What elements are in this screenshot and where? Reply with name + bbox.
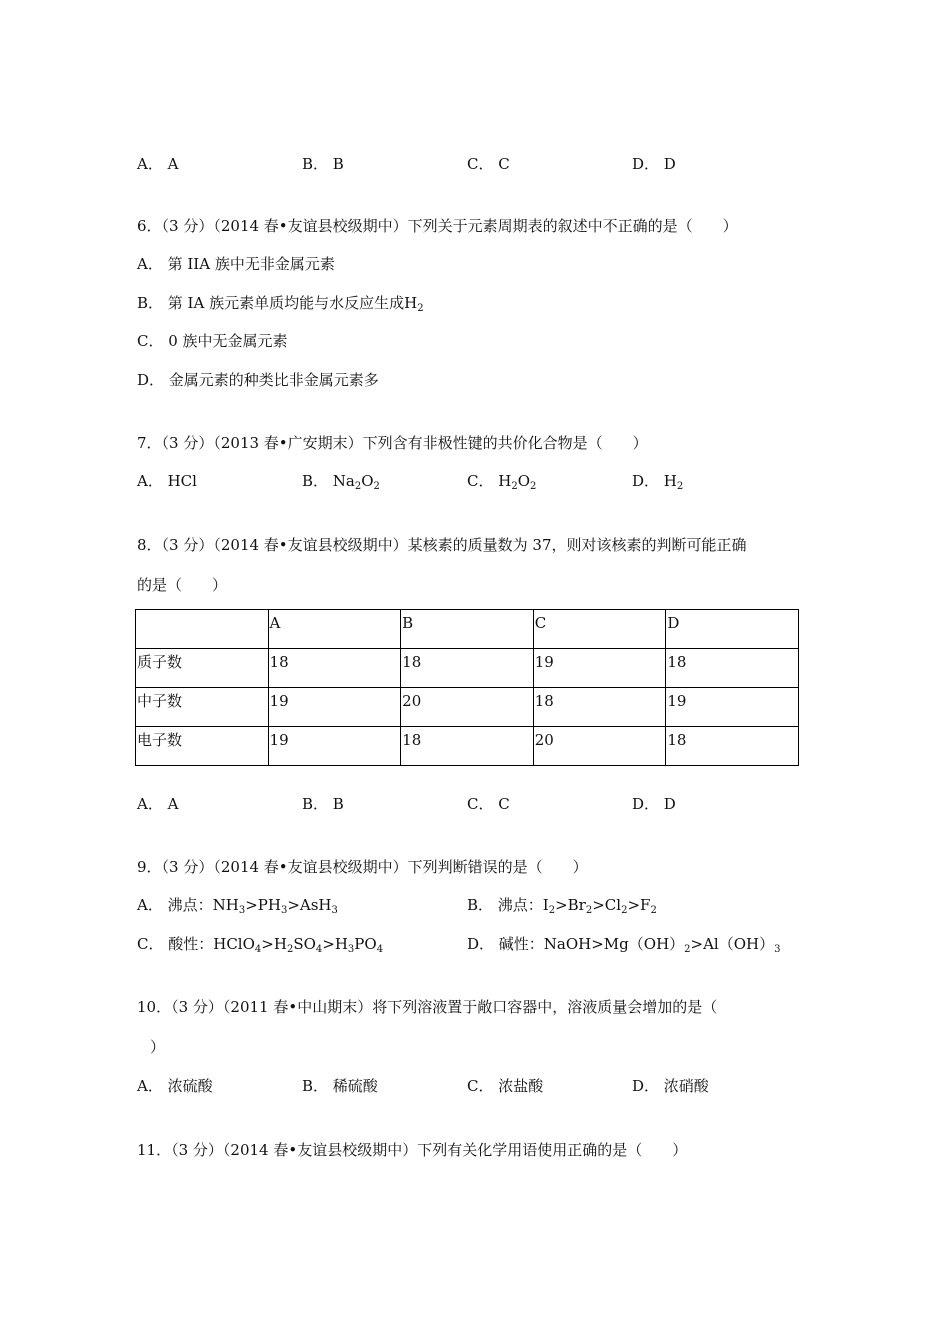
q8-stem-line2: 的是（ ） — [137, 576, 228, 594]
table-row — [136, 727, 799, 766]
table-cell — [136, 610, 269, 649]
table-cell: 19 — [268, 688, 401, 727]
q6-stem: 6．（3 分）（2014 春•友谊县校级期中）下列关于元素周期表的叙述中不正确的是（ ） — [137, 217, 738, 235]
table-cell: 18 — [268, 649, 401, 688]
table-cell: C — [533, 610, 666, 649]
q6-option-c: C． 0 族中无金属元素 — [137, 332, 288, 350]
q6-option-b: B． 第 IA 族元素单质均能与水反应生成$H_2$ — [137, 294, 424, 314]
q9-stem: 9．（3 分）（2014 春•友谊县校级期中）下列判断错误的是（ ） — [137, 858, 588, 876]
table-cell: 18 — [401, 649, 534, 688]
table-cell: 20 — [533, 727, 666, 766]
q10-option-d: D． 浓硝酸 — [632, 1077, 709, 1095]
table-cell: 20 — [401, 688, 534, 727]
q8-option-a: A． A — [137, 795, 179, 813]
q5-option-a: A． A — [137, 155, 179, 173]
q9-option-a: A． 沸点：$NH_3>PH_3>AsH_3$ — [137, 896, 338, 916]
table-cell: B — [401, 610, 534, 649]
table-cell: 18 — [666, 649, 799, 688]
q6-option-a: A． 第 IIA 族中无非金属元素 — [137, 255, 335, 273]
table-cell: 18 — [533, 688, 666, 727]
q7-option-b: B． $Na_2O_2$ — [302, 472, 380, 492]
table-cell: 18 — [401, 727, 534, 766]
table-cell: 19 — [666, 688, 799, 727]
q5-option-b: B． B — [302, 155, 344, 173]
q10-option-b: B． 稀硫酸 — [302, 1077, 378, 1095]
table-cell: 电子数 — [136, 727, 269, 766]
q10-option-c: C． 浓盐酸 — [467, 1077, 544, 1095]
table-cell: 19 — [268, 727, 401, 766]
q8-stem-line1: 8．（3 分）（2014 春•友谊县校级期中）某核素的质量数为 37，则对该核素的判断可能正确 — [137, 536, 747, 554]
q5-option-d: D． D — [632, 155, 676, 173]
q6-option-d: D． 金属元素的种类比非金属元素多 — [137, 371, 379, 389]
table-cell: 18 — [666, 727, 799, 766]
table-row — [136, 688, 799, 727]
q9-option-b: B． 沸点：$I_2>Br_2>Cl_2>F_2$ — [467, 896, 657, 916]
table-cell: 中子数 — [136, 688, 269, 727]
q9-option-d: D． 碱性：$NaOH>Mg(OH)_2>Al(OH)_3$ — [467, 935, 781, 955]
q8-option-d: D． D — [632, 795, 676, 813]
q11-stem: 11．（3 分）（2014 春•友谊县校级期中）下列有关化学用语使用正确的是（ ） — [137, 1141, 688, 1159]
q5-option-c: C． C — [467, 155, 510, 173]
q10-stem-line1: 10．（3 分）（2011 春•中山期末）将下列溶液置于敞口容器中，溶液质量会增加的是（ — [137, 998, 718, 1016]
table-cell: 19 — [533, 649, 666, 688]
q9-option-c: C． 酸性：$HClO_4>H_2SO_4>H_3PO_4$ — [137, 935, 384, 955]
q8-option-b: B． B — [302, 795, 344, 813]
q10-stem-line2: ） — [150, 1038, 166, 1056]
table-cell: 质子数 — [136, 649, 269, 688]
table-header-row — [136, 610, 799, 649]
table-cell: A — [268, 610, 401, 649]
q8-table — [135, 609, 799, 766]
q7-option-a: A． HCl — [137, 472, 197, 490]
table-cell: D — [666, 610, 799, 649]
q7-option-d: D． $H_2$ — [632, 472, 684, 492]
q8-option-c: C． C — [467, 795, 510, 813]
table-row — [136, 649, 799, 688]
q7-option-c: C． $H_2O_2$ — [467, 472, 537, 492]
q7-stem: 7．（3 分）（2013 春•广安期末）下列含有非极性键的共价化合物是（ ） — [137, 434, 648, 452]
q10-option-a: A． 浓硫酸 — [137, 1077, 213, 1095]
